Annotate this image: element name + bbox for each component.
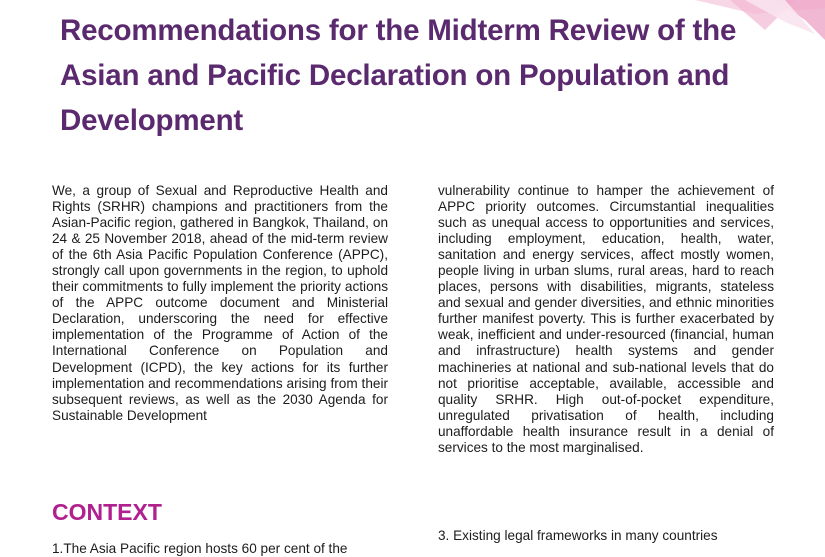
right-column xyxy=(438,183,774,456)
left-column xyxy=(52,183,388,424)
context-heading: CONTEXT xyxy=(52,499,162,525)
context-item-3 xyxy=(438,528,774,544)
page-title: Recommendations for the Midterm Review of the Asian and Pacific Declaration on Population and Development xyxy=(60,14,737,137)
context-item-1 xyxy=(52,541,388,557)
intro-paragraph: We, a group of Sexual and Reproductive Health and Rights (SRHR) champions and practitioners from the Asian-Pacific region, gathered in Bangkok, Thailand, on 24 & 25 November 2018, ahead of the mid-term review of the 6th Asia Pacific Population Conference (APPC), strongly call upon governments in the region, to uphold their commitments to fully implement the priority actions of the APPC outcome document and Ministerial Declaration, underscoring the need for effective implementation of the Programme of Action of the International Conference on Population and Development (ICPD), the key actions for its further implementation and recommendations arising from their subsequent reviews, as well as the 2030 Agenda for Sustainable Development xyxy=(52,183,388,423)
item-1-text: 1.The Asia Pacific region hosts 60 per cent of the xyxy=(52,541,348,556)
vulnerability-paragraph: vulnerability continue to hamper the achievement of APPC priority outcomes. Circumstantial inequalities such as unequal access to opportunities and services, including employment, education, health, water, sanitation and energy services, affect mostly women, people living in urban slums, rural areas, hard to reach places, persons with disabilities, migrants, stateless and sexual and gender diversities, and ethnic minorities further manifest poverty. This is further exacerbated by weak, inefficient and under-resourced (financial, human and infrastructure) health systems and gender machineries at national and sub-national levels that do not prioritise acceptable, available, accessible and quality SRHR. High out-of-pocket expenditure, unregulated privatisation of health, including unaffordable health insurance result in a denial of services to the most marginalised. xyxy=(438,183,774,455)
item-3-text: 3. Existing legal frameworks in many countries xyxy=(438,528,718,543)
